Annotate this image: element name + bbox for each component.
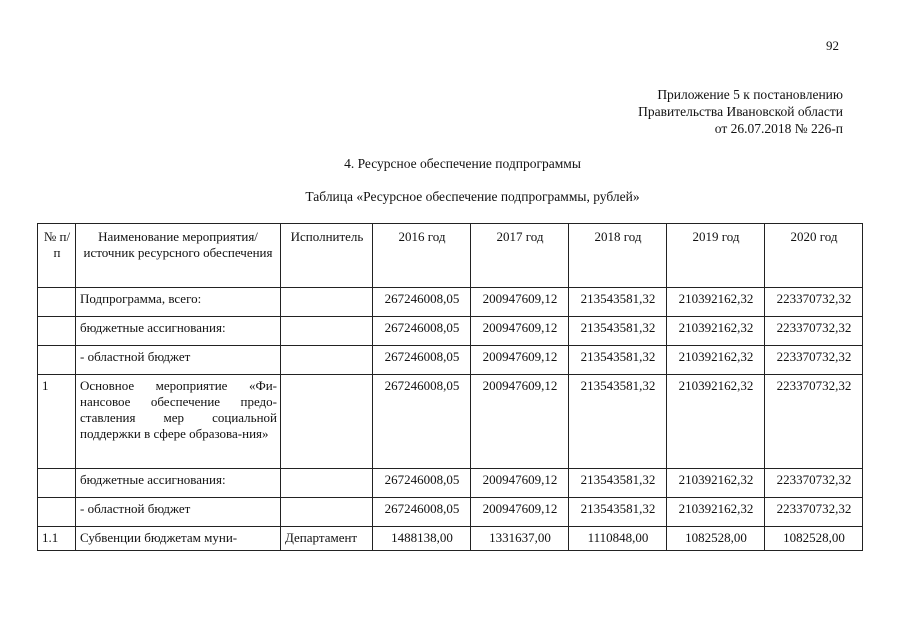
row-value-2016: 267246008,05 xyxy=(373,288,471,317)
row-num: 1.1 xyxy=(38,527,76,551)
table-header-row xyxy=(38,224,863,288)
row-value-2018: 213543581,32 xyxy=(569,346,667,375)
row-value-2019: 210392162,32 xyxy=(667,375,765,469)
table-row xyxy=(38,346,863,375)
header-num: № п/п xyxy=(38,224,76,288)
header-2016: 2016 год xyxy=(373,224,471,288)
row-executor xyxy=(281,375,373,469)
header-executor: Исполнитель xyxy=(281,224,373,288)
row-name: Основное мероприятие «Фи-нансовое обеспечение предо-ставления мер социальной поддержки в сфере образова-ния» xyxy=(76,375,281,469)
page-number: 92 xyxy=(826,38,839,53)
row-executor xyxy=(281,346,373,375)
row-num: 1 xyxy=(38,375,76,469)
row-value-2019: 210392162,32 xyxy=(667,469,765,498)
row-value-2016: 267246008,05 xyxy=(373,317,471,346)
row-executor xyxy=(281,498,373,527)
appendix-line-1: Приложение 5 к постановлению xyxy=(657,87,843,102)
row-value-2018: 213543581,32 xyxy=(569,498,667,527)
row-value-2019: 210392162,32 xyxy=(667,346,765,375)
row-value-2018: 213543581,32 xyxy=(569,469,667,498)
row-value-2018: 213543581,32 xyxy=(569,288,667,317)
row-name: бюджетные ассигнования: xyxy=(76,317,281,346)
header-name: Наименование мероприятия/источник ресурсного обеспечения xyxy=(76,224,281,288)
row-value-2016: 267246008,05 xyxy=(373,469,471,498)
row-value-2017: 200947609,12 xyxy=(471,469,569,498)
header-2020: 2020 год xyxy=(765,224,863,288)
row-name: Подпрограмма, всего: xyxy=(76,288,281,317)
row-value-2016: 1488138,00 xyxy=(373,527,471,551)
row-value-2017: 1331637,00 xyxy=(471,527,569,551)
table-row xyxy=(38,527,863,551)
resource-table xyxy=(37,223,863,551)
table-row xyxy=(38,288,863,317)
header-2017: 2017 год xyxy=(471,224,569,288)
section-title: 4. Ресурсное обеспечение подпрограммы xyxy=(344,156,581,171)
row-value-2020: 223370732,32 xyxy=(765,375,863,469)
row-value-2019: 1082528,00 xyxy=(667,527,765,551)
row-value-2020: 223370732,32 xyxy=(765,346,863,375)
row-value-2020: 223370732,32 xyxy=(765,469,863,498)
appendix-line-3: от 26.07.2018 № 226-п xyxy=(714,121,843,136)
row-name: - областной бюджет xyxy=(76,498,281,527)
row-name: - областной бюджет xyxy=(76,346,281,375)
row-value-2019: 210392162,32 xyxy=(667,498,765,527)
row-value-2019: 210392162,32 xyxy=(667,288,765,317)
table-row xyxy=(38,375,863,469)
row-value-2019: 210392162,32 xyxy=(667,317,765,346)
row-num xyxy=(38,317,76,346)
row-value-2018: 213543581,32 xyxy=(569,375,667,469)
row-value-2020: 223370732,32 xyxy=(765,288,863,317)
row-value-2018: 213543581,32 xyxy=(569,317,667,346)
table-row xyxy=(38,469,863,498)
row-name: Субвенции бюджетам муни- xyxy=(76,527,281,551)
appendix-caption xyxy=(638,86,843,137)
row-value-2017: 200947609,12 xyxy=(471,288,569,317)
row-value-2016: 267246008,05 xyxy=(373,346,471,375)
row-value-2016: 267246008,05 xyxy=(373,498,471,527)
row-value-2016: 267246008,05 xyxy=(373,375,471,469)
row-executor xyxy=(281,469,373,498)
table-row xyxy=(38,498,863,527)
header-2019: 2019 год xyxy=(667,224,765,288)
table-row xyxy=(38,317,863,346)
row-num xyxy=(38,346,76,375)
row-executor xyxy=(281,288,373,317)
row-value-2020: 1082528,00 xyxy=(765,527,863,551)
row-value-2020: 223370732,32 xyxy=(765,317,863,346)
row-value-2017: 200947609,12 xyxy=(471,498,569,527)
row-num xyxy=(38,288,76,317)
row-value-2018: 1110848,00 xyxy=(569,527,667,551)
table-title: Таблица «Ресурсное обеспечение подпрограммы, рублей» xyxy=(305,189,640,204)
header-2018: 2018 год xyxy=(569,224,667,288)
row-executor: Департамент xyxy=(281,527,373,551)
row-name: бюджетные ассигнования: xyxy=(76,469,281,498)
row-value-2020: 223370732,32 xyxy=(765,498,863,527)
row-num xyxy=(38,469,76,498)
row-executor xyxy=(281,317,373,346)
row-value-2017: 200947609,12 xyxy=(471,346,569,375)
appendix-line-2: Правительства Ивановской области xyxy=(638,104,843,119)
row-num xyxy=(38,498,76,527)
row-value-2017: 200947609,12 xyxy=(471,375,569,469)
row-value-2017: 200947609,12 xyxy=(471,317,569,346)
